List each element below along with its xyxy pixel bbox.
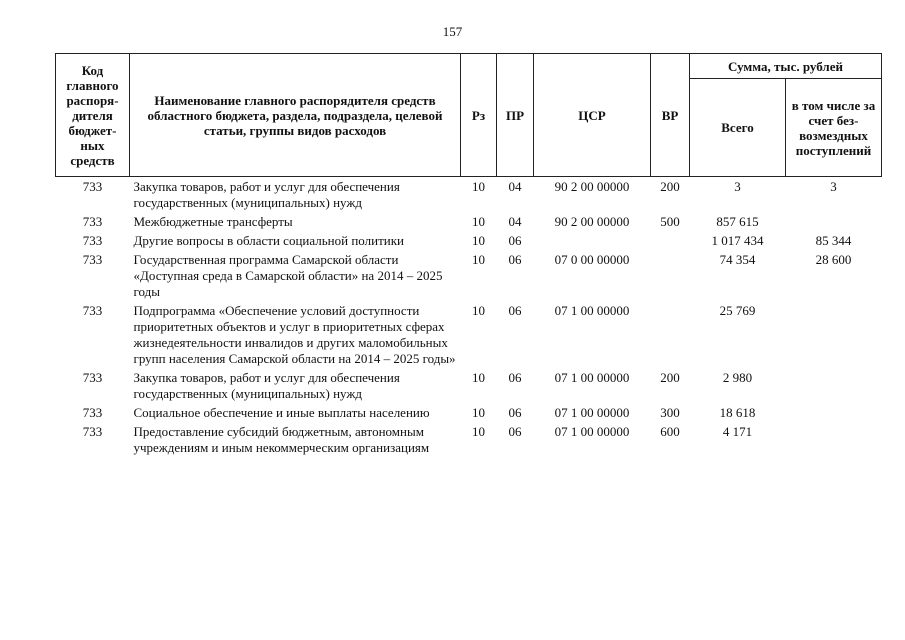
- header-code: Код главного распоря-дителя бюджет-ных средств: [56, 54, 130, 177]
- header-total: Всего: [690, 79, 786, 177]
- header-csr: ЦСР: [534, 54, 651, 177]
- cell-csr: 90 2 00 00000: [554, 214, 630, 229]
- cell-vr: [651, 302, 690, 369]
- cell-rz: 10: [472, 370, 485, 385]
- cell-csr: 07 1 00 00000: [554, 303, 630, 318]
- cell-pr: 06: [508, 233, 522, 248]
- cell-code: 733: [82, 370, 103, 385]
- table-header: [56, 54, 882, 177]
- cell-code: 733: [82, 179, 103, 194]
- table-row: [56, 177, 882, 214]
- cell-gratuitous: [786, 423, 882, 458]
- cell-vr: 200: [660, 179, 680, 194]
- cell-code: 733: [82, 214, 103, 229]
- cell-total: 1 017 434: [711, 233, 764, 248]
- table-row: [56, 423, 882, 458]
- cell-vr: [651, 232, 690, 251]
- header-vr: ВР: [651, 54, 690, 177]
- cell-gratuitous: 3: [830, 179, 837, 194]
- cell-vr: 500: [660, 214, 680, 229]
- cell-csr: 07 1 00 00000: [554, 424, 630, 439]
- cell-rz: 10: [472, 303, 485, 318]
- cell-pr: 04: [508, 179, 522, 194]
- cell-total: 18 618: [719, 405, 756, 420]
- header-rz: Рз: [461, 54, 497, 177]
- cell-rz: 10: [472, 233, 485, 248]
- cell-csr: 07 1 00 00000: [554, 370, 630, 385]
- cell-name: Межбюджетные трансферты: [133, 214, 293, 229]
- cell-code: 733: [82, 405, 103, 420]
- cell-name: Закупка товаров, работ и услуг для обеспечения государственных (муниципальных) нужд: [133, 370, 400, 401]
- header-pr: ПР: [497, 54, 534, 177]
- cell-name: Подпрограмма «Обеспечение условий доступности приоритетных объектов и услуг в приоритетных сферах жизнедеятельности инвалидов и других маломобильных групп населения Самарской области на 2014 – 2025 годы»: [133, 303, 456, 366]
- cell-csr: 07 0 00 00000: [554, 252, 630, 267]
- budget-table: [55, 53, 882, 458]
- cell-code: 733: [82, 252, 103, 267]
- cell-code: 733: [82, 303, 103, 318]
- table-row: [56, 213, 882, 232]
- table-row: [56, 369, 882, 404]
- cell-gratuitous: 28 600: [815, 252, 852, 267]
- cell-total: 857 615: [716, 214, 759, 229]
- table-body: [56, 177, 882, 459]
- cell-vr: 200: [660, 370, 680, 385]
- table-row: [56, 302, 882, 369]
- header-name: Наименование главного распорядителя средств областного бюджета, раздела, подраздела, целевой статьи, группы видов расходов: [130, 54, 461, 177]
- cell-vr: 600: [660, 424, 680, 439]
- cell-gratuitous: [786, 302, 882, 369]
- header-gratuitous: в том числе за счет без-возмездных поступлений: [786, 79, 882, 177]
- cell-code: 733: [82, 233, 103, 248]
- cell-pr: 04: [508, 214, 522, 229]
- cell-code: 733: [82, 424, 103, 439]
- cell-rz: 10: [472, 252, 485, 267]
- cell-rz: 10: [472, 405, 485, 420]
- header-sum: Сумма, тыс. рублей: [690, 54, 882, 79]
- cell-vr: [651, 251, 690, 302]
- cell-gratuitous: [786, 369, 882, 404]
- cell-pr: 06: [508, 424, 522, 439]
- cell-rz: 10: [472, 424, 485, 439]
- cell-rz: 10: [472, 214, 485, 229]
- cell-csr: [534, 232, 651, 251]
- cell-gratuitous: [786, 404, 882, 423]
- cell-pr: 06: [508, 303, 522, 318]
- cell-pr: 06: [508, 370, 522, 385]
- cell-rz: 10: [472, 179, 485, 194]
- cell-csr: 90 2 00 00000: [554, 179, 630, 194]
- cell-total: 2 980: [722, 370, 753, 385]
- cell-total: 4 171: [722, 424, 753, 439]
- table-row: [56, 251, 882, 302]
- cell-vr: 300: [660, 405, 680, 420]
- cell-pr: 06: [508, 252, 522, 267]
- cell-pr: 06: [508, 405, 522, 420]
- cell-name: Предоставление субсидий бюджетным, автономным учреждениям и иным некоммерческим организациям: [133, 424, 430, 455]
- cell-name: Закупка товаров, работ и услуг для обеспечения государственных (муниципальных) нужд: [133, 179, 400, 210]
- cell-total: 25 769: [719, 303, 756, 318]
- cell-csr: 07 1 00 00000: [554, 405, 630, 420]
- table-row: [56, 404, 882, 423]
- page-number: 157: [442, 24, 463, 39]
- cell-name: Социальное обеспечение и иные выплаты населению: [133, 405, 430, 420]
- cell-total: 3: [734, 179, 741, 194]
- table-row: [56, 232, 882, 251]
- cell-name: Другие вопросы в области социальной политики: [133, 233, 404, 248]
- cell-total: 74 354: [719, 252, 756, 267]
- cell-name: Государственная программа Самарской области «Доступная среда в Самарской области» на 2014 – 2025 годы: [133, 252, 443, 299]
- cell-gratuitous: 85 344: [815, 233, 852, 248]
- cell-gratuitous: [786, 213, 882, 232]
